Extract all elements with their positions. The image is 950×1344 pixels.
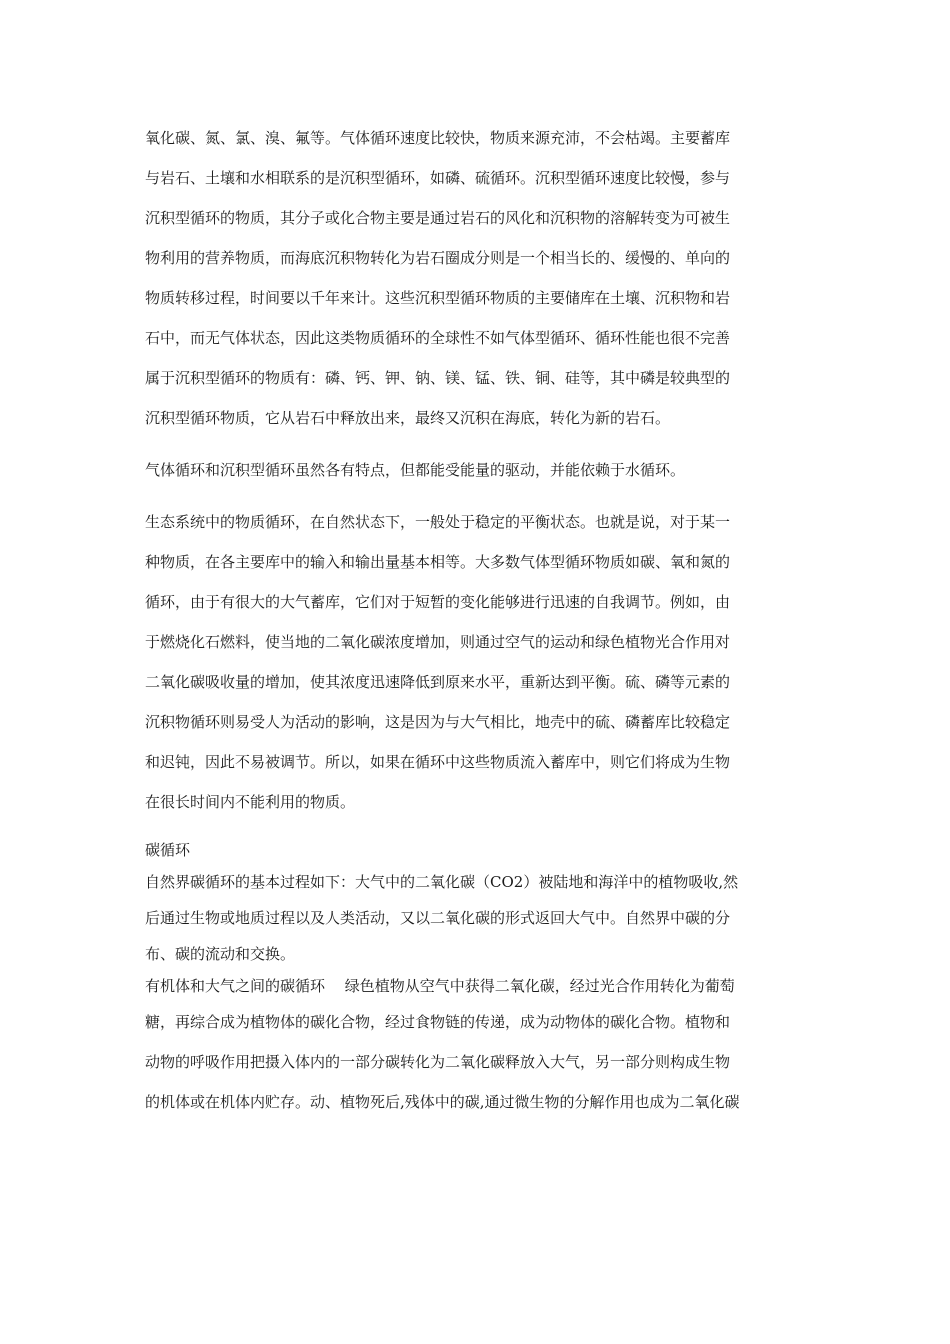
text-line: 与岩石、土壤和水相联系的是沉积型循环，如磷、硫循环。沉积型循环速度比较慢，参与 <box>145 169 731 187</box>
paragraph-equilibrium <box>145 502 810 822</box>
paragraph-sedimentary-cycle <box>145 118 810 438</box>
text-line: 布、碳的流动和交换。 <box>145 945 296 963</box>
text-line: 生态系统中的物质循环，在自然状态下，一般处于稳定的平衡状态。也就是说，对于某一 <box>145 513 731 531</box>
section-heading: 碳循环 <box>145 841 191 859</box>
text-line: 在很长时间内不能利用的物质。 <box>145 793 356 811</box>
text-line: 循环，由于有很大的大气蓄库，它们对于短暂的变化能够进行迅速的自我调节。例如，由 <box>145 593 731 611</box>
text-line: 属于沉积型循环的物质有：磷、钙、钾、钠、镁、锰、铁、铜、硅等，其中磷是较典型的 <box>145 369 731 387</box>
text-line: 糖，再综合成为植物体的碳化合物，经过食物链的传递，成为动物体的碳化合物。植物和 <box>145 1013 731 1031</box>
document-page <box>145 118 810 1122</box>
text-line: 氧化碳、氮、氯、溴、氟等。气体循环速度比较快，物质来源充沛，不会枯竭。主要蓄库 <box>145 129 731 147</box>
text-line: 于燃烧化石燃料，使当地的二氧化碳浓度增加，则通过空气的运动和绿色植物光合作用对 <box>145 633 731 651</box>
text-line: 气体循环和沉积型循环虽然各有特点，但都能受能量的驱动，并能依赖于水循环。 <box>145 461 686 479</box>
text-line: 的机体或在机体内贮存。动、植物死后,残体中的碳,通过微生物的分解作用也成为二氧化碳 <box>145 1093 740 1111</box>
text-line: 二氧化碳吸收量的增加，使其浓度迅速降低到原来水平，重新达到平衡。硫、磷等元素的 <box>145 673 731 691</box>
paragraph-gap <box>145 822 810 834</box>
text-line: 后通过生物或地质过程以及人类活动，又以二氧化碳的形式返回大气中。自然界中碳的分 <box>145 909 731 927</box>
paragraph-organism-atmosphere <box>145 970 810 1122</box>
text-line: 动物的呼吸作用把摄入体内的一部分碳转化为二氧化碳释放入大气，另一部分则构成生物 <box>145 1053 731 1071</box>
paragraph-cycle-comparison <box>145 450 810 490</box>
text-line: 沉积物循环则易受人为活动的影响，这是因为与大气相比，地壳中的硫、磷蓄库比较稳定 <box>145 713 731 731</box>
paragraph-gap <box>145 490 810 502</box>
paragraph-gap <box>145 438 810 450</box>
text-line: 种物质，在各主要库中的输入和输出量基本相等。大多数气体型循环物质如碳、氧和氮的 <box>145 553 731 571</box>
text-line: 和迟钝，因此不易被调节。所以，如果在循环中这些物质流入蓄库中，则它们将成为生物 <box>145 753 731 771</box>
text-line: 石中，而无气体状态，因此这类物质循环的全球性不如气体型循环、循环性能也很不完善 <box>145 329 731 347</box>
text-line: 自然界碳循环的基本过程如下：大气中的二氧化碳（CO2）被陆地和海洋中的植物吸收,然 <box>145 873 739 891</box>
section-carbon-cycle <box>145 834 810 970</box>
text-line: 物利用的营养物质，而海底沉积物转化为岩石圈成分则是一个相当长的、缓慢的、单向的 <box>145 249 731 267</box>
text-line: 沉积型循环的物质，其分子或化合物主要是通过岩石的风化和沉积物的溶解转变为可被生 <box>145 209 731 227</box>
text-line: 有机体和大气之间的碳循环 绿色植物从空气中获得二氧化碳，经过光合作用转化为葡萄 <box>145 977 735 995</box>
text-line: 物质转移过程，时间要以千年来计。这些沉积型循环物质的主要储库在土壤、沉积物和岩 <box>145 289 731 307</box>
text-line: 沉积型循环物质，它从岩石中释放出来，最终又沉积在海底，转化为新的岩石。 <box>145 409 671 427</box>
